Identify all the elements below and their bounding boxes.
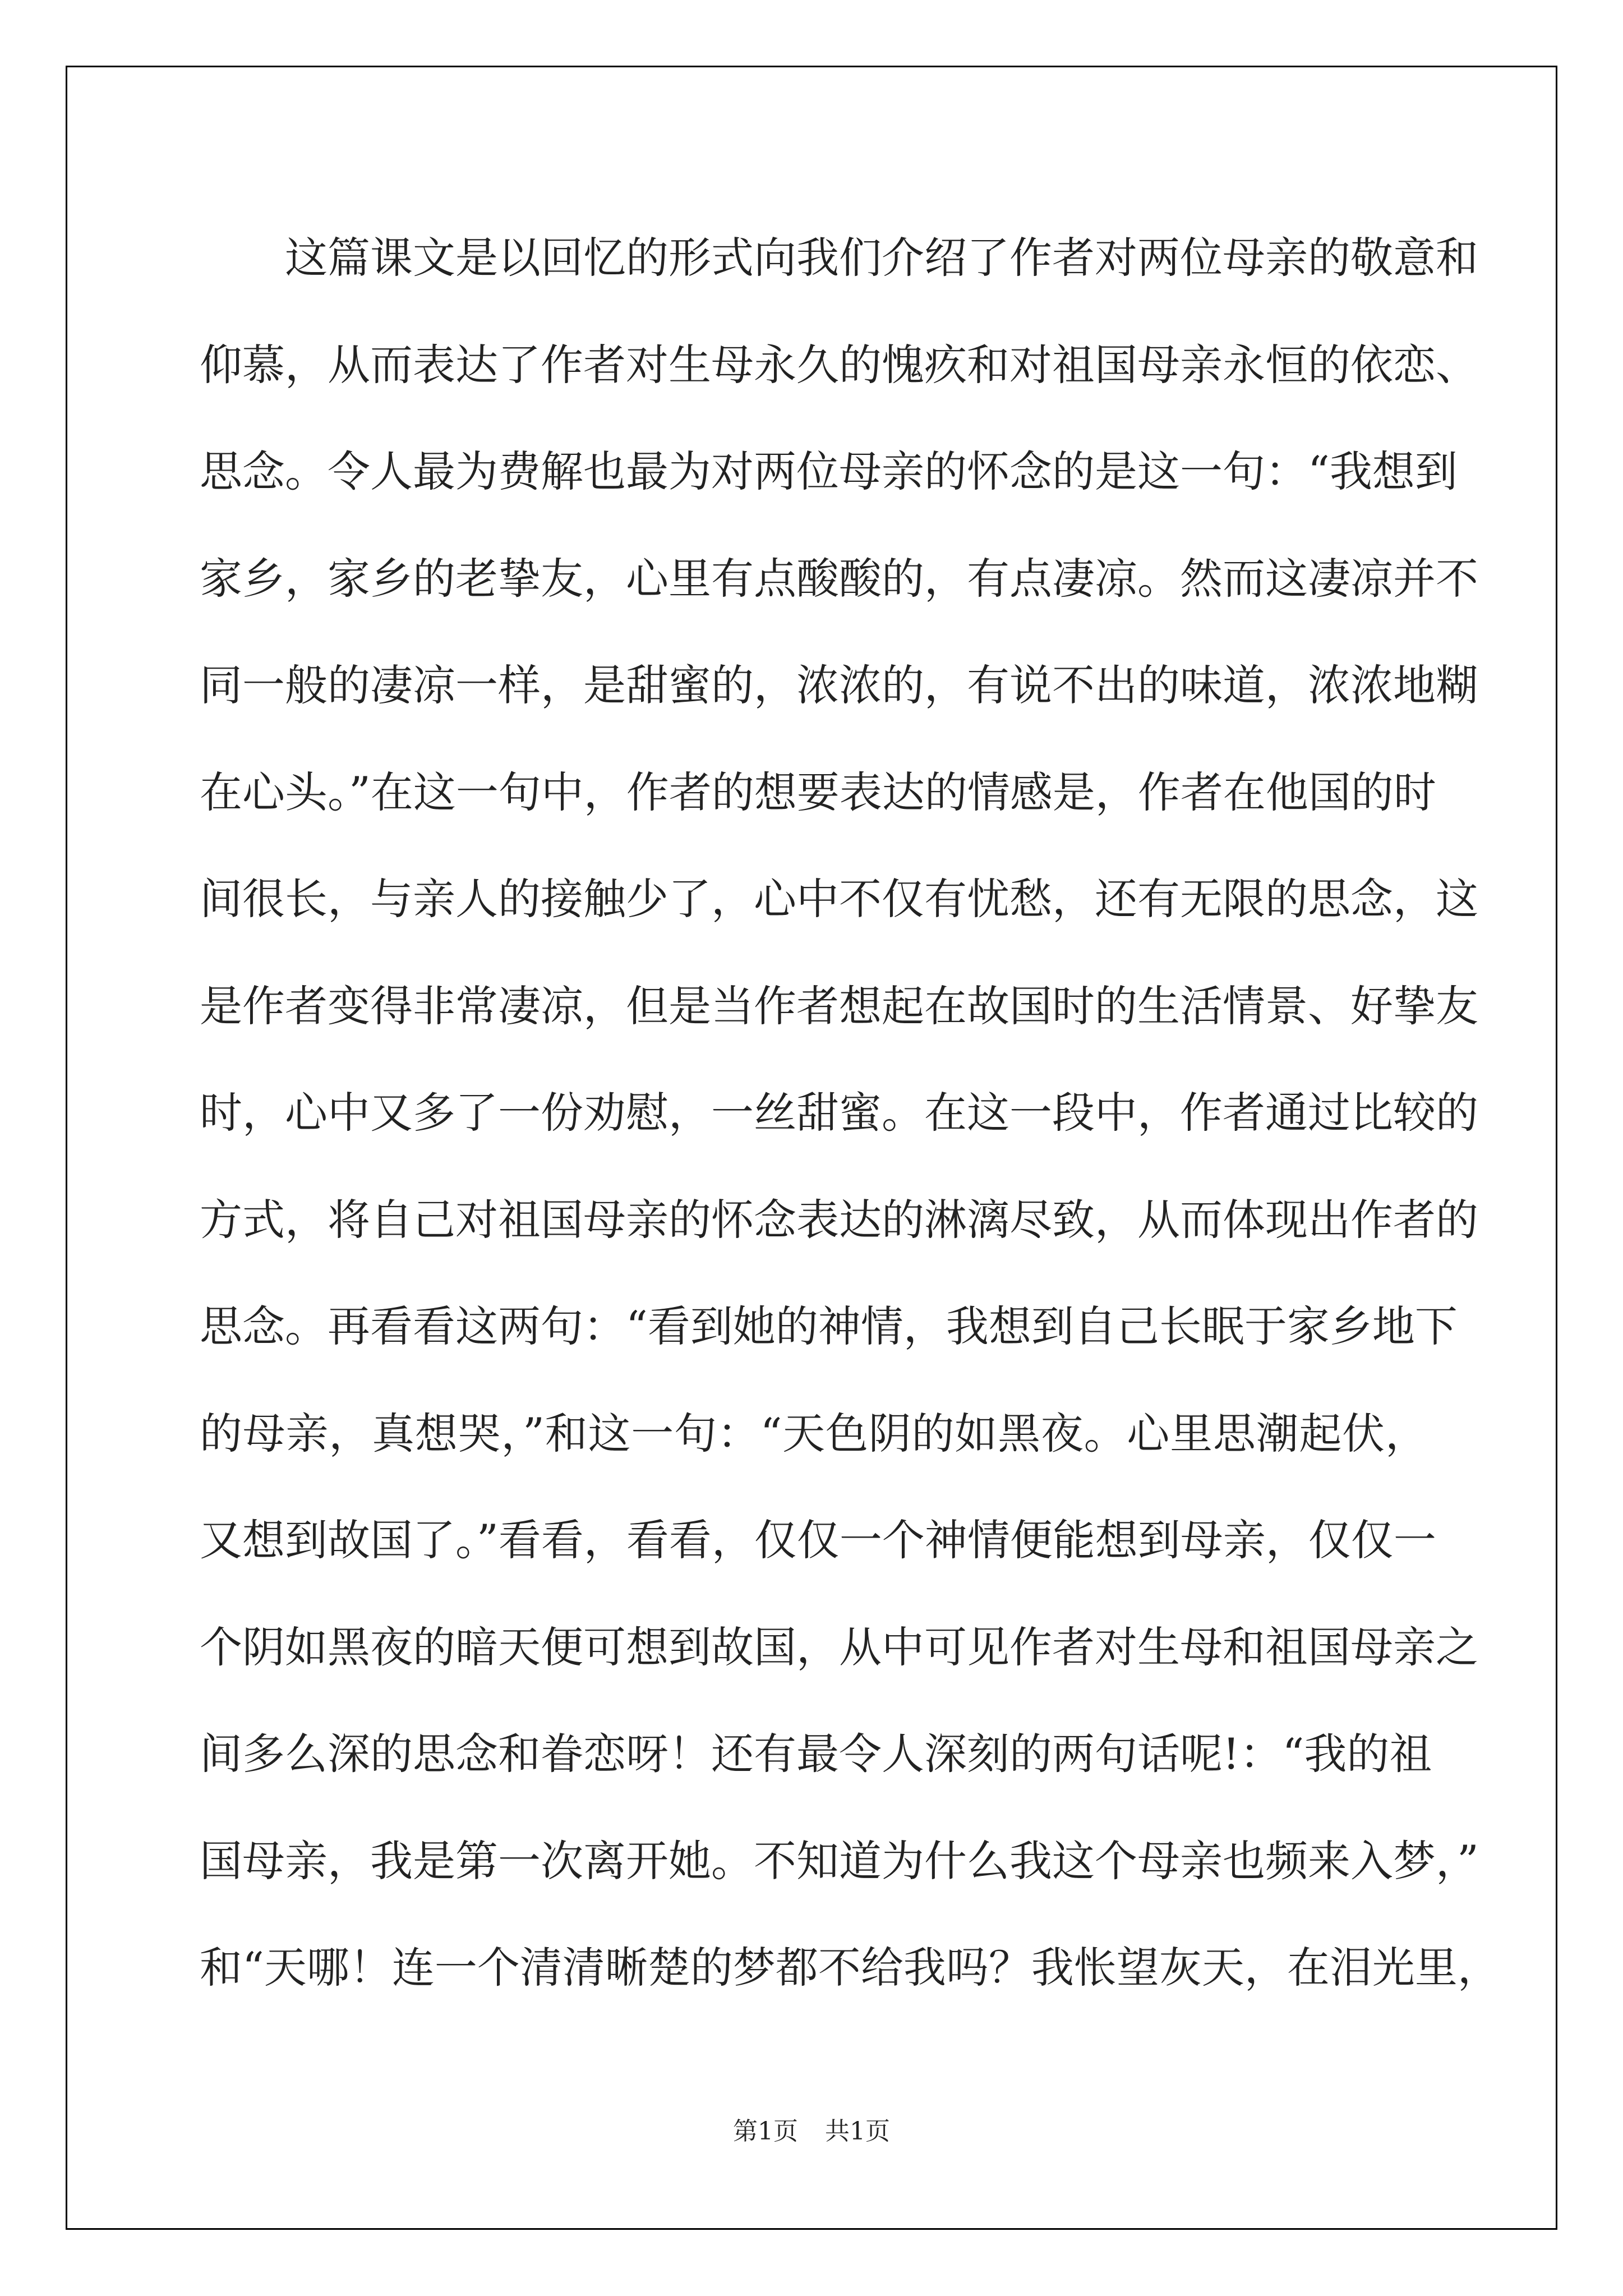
text-line-15: 间多么深的思念和眷恋呀！还有最令人深刻的两句话呢!：“我的祖 [200, 1729, 1432, 1779]
text-line-12: 的母亲，真想哭，”和这一句：“天色阴的如黑夜。心里思潮起伏， [200, 1408, 1428, 1458]
text-line-7: 间很长，与亲人的接触少了，心中不仅有忧愁，还有无限的思念，这 [200, 874, 1478, 924]
text-line-11: 思念。再看看这两句：“看到她的神情，我想到自己长眠于家乡地下 [200, 1301, 1458, 1351]
document-body [200, 205, 1500, 2022]
text-line-6: 在心头。”在这一句中，作者的想要表达的情感是，作者在他国的时 [200, 767, 1436, 817]
text-line-4: 家乡，家乡的老挚友，心里有点酸酸的，有点凄凉。然而这凄凉并不 [200, 553, 1478, 604]
page-footer [0, 2115, 1623, 2148]
text-line-16: 国母亲，我是第一次离开她。不知道为什么我这个母亲也频来入梦，” [200, 1835, 1479, 1886]
text-line-9: 时，心中又多了一份劝慰，一丝甜蜜。在这一段中，作者通过比较的 [200, 1088, 1478, 1138]
text-line-13: 又想到故国了。”看看，看看，仅仅一个神情便能想到母亲，仅仅一 [200, 1515, 1436, 1565]
text-line-8: 是作者变得非常凄凉，但是当作者想起在故国时的生活情景、好挚友 [200, 981, 1478, 1031]
text-line-2: 仰慕，从而表达了作者对生母永久的愧疚和对祖国母亲永恒的依恋、 [200, 339, 1478, 390]
text-line-3: 思念。令人最为费解也最为对两位母亲的怀念的是这一句：“我想到 [200, 447, 1458, 496]
text-line-14: 个阴如黑夜的暗天便可想到故国，从中可见作者对生母和祖国母亲之 [200, 1622, 1478, 1672]
text-line-5: 同一般的凄凉一样，是甜蜜的，浓浓的，有说不出的味道，浓浓地糊 [200, 660, 1478, 710]
page-total: 共1页 [825, 2117, 890, 2146]
text-line-1: 这篇课文是以回忆的形式向我们介绍了作者对两位母亲的敬意和 [200, 233, 1478, 283]
text-line-17: 和“天哪！连一个清清晰楚的梦都不给我吗？我怅望灰天，在泪光里， [200, 1943, 1500, 1993]
text-line-10: 方式，将自己对祖国母亲的怀念表达的淋漓尽致，从而体现出作者的 [200, 1194, 1478, 1245]
page-number: 第1页 [733, 2117, 798, 2146]
